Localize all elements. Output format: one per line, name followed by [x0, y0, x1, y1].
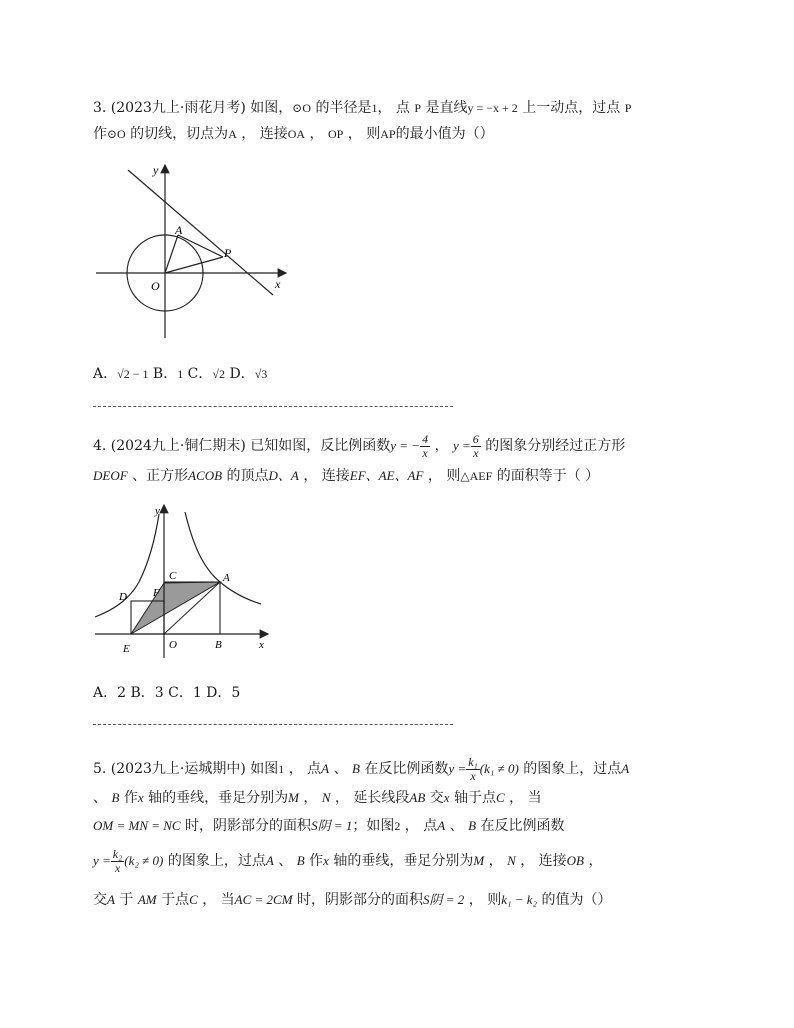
q4-figure [93, 500, 278, 660]
divider [93, 724, 453, 725]
label-d: D [119, 591, 127, 603]
fraction-k1-over-x: $\frac{\text{k₁}}{x}$ [468, 754, 478, 783]
q3-line-2: 作⊙O 的切线，切点为A ， 连接OA ， OP ， 则AP的最小值为（） [93, 126, 494, 142]
label-e: E [123, 643, 130, 655]
label-c: C [169, 570, 177, 582]
q3-figure [93, 160, 293, 345]
fraction-neg-4-over-x: $\frac{4}{x}$ [422, 431, 429, 460]
q4-line-2: DEOF 、正方形ACOB 的顶点D、A ， 连接EF、AE、AF ， 则△AEF 的面积等于（ ） [93, 468, 600, 484]
option-a[interactable]: √2 − 1 [117, 367, 149, 381]
segment-oa [165, 235, 178, 273]
label-x: x [259, 639, 264, 651]
segment-op [165, 257, 223, 273]
label-f: F [153, 587, 160, 599]
fraction-6-over-x: $\frac{6}{x}$ [472, 431, 479, 460]
q4-line-1: 4. (2024九上·铜仁期末) 已知如图，反比例函数y = − $\frac{4}{x}$ ， y = $\frac{6}{x}$ 的图象分别经过正方形 [93, 431, 626, 460]
q3-line-1: 3. (2023九上·雨花月考) 如图，⊙O 的半径是1， 点 P 是直线y = −x + 2 上一动点，过点 P [93, 100, 632, 116]
label-a: A [223, 572, 230, 584]
q5-line-1: 5. (2023九上·运城期中) 如图1 ， 点A 、 B 在反比例函数y = $\frac{\text{k₁}}{x}$ (k₁ ≠ 0) 的图象上，过点A [93, 754, 630, 783]
label-a: A [175, 223, 183, 237]
q5-line-3: OM = MN = NC 时，阴影部分的面积S阴 = 1；如图2 ， 点A 、 B 在反比例函数 [93, 818, 565, 834]
q5-line-2: 、 B 作x 轴的垂线，垂足分别为M ， N ， 延长线段AB 交x 轴于点C ， 当 [93, 790, 542, 806]
line-equation: y = −x + 2 [467, 101, 518, 115]
q5-line-4: y = $\frac{\text{k₂}}{x}$ (k₂ ≠ 0) 的图象上，过点A 、 B 作x 轴的垂线，垂足分别为M ， N ， 连接OB ， [93, 846, 603, 875]
option-d[interactable]: √3 [254, 367, 268, 381]
option-b[interactable]: 1 [177, 367, 184, 381]
shaded-triangle-aef [131, 582, 220, 634]
circle-o-symbol: ⊙O [292, 101, 311, 115]
label-o: O [169, 639, 177, 651]
option-c[interactable]: √2 [212, 367, 225, 381]
label-x: x [275, 277, 281, 291]
label-b: B [215, 639, 222, 651]
label-o: O [151, 279, 160, 293]
divider [93, 406, 453, 407]
label-y: y [155, 505, 160, 517]
q4-options: A．2 B．3 C．1 D．5 [93, 685, 241, 701]
label-p: P [224, 246, 232, 260]
q5-line-5: 交A 于 AM 于点C ， 当AC = 2CM 时，阴影部分的面积S阴 = 2 ， 则k₁ − k₂ 的值为（） [93, 892, 612, 908]
fraction-k2-over-x: $\frac{\text{k₂}}{x}$ [112, 846, 123, 875]
label-y: y [153, 163, 159, 177]
line-y-neg-x-plus-2 [128, 170, 273, 295]
q3-options: A．√2 − 1 B．1 C．√2 D．√3 [93, 366, 268, 382]
